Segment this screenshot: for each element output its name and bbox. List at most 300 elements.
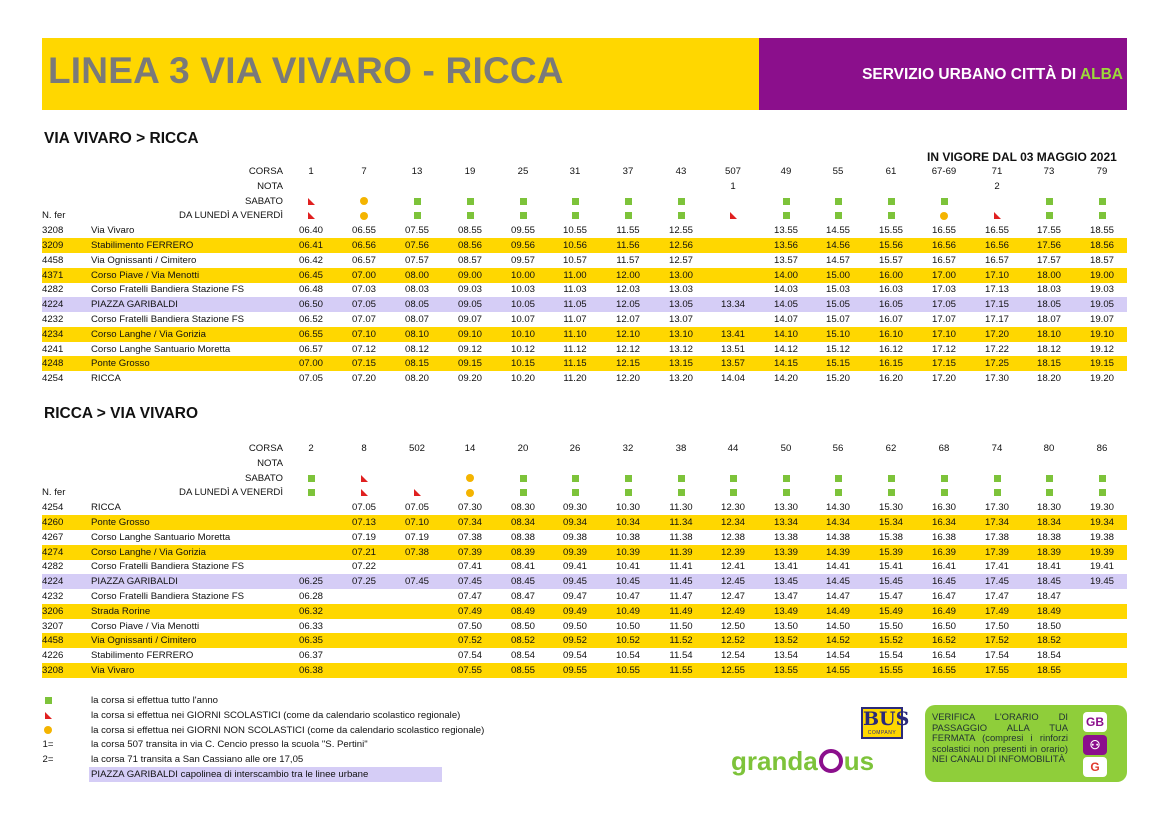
departure-time xyxy=(706,268,760,283)
departure-time xyxy=(706,223,760,238)
sabato-marker xyxy=(1075,194,1129,209)
departure-time: 18.55 xyxy=(1089,225,1114,237)
departure-time: 11.54 xyxy=(669,650,693,662)
departure-time xyxy=(390,663,444,678)
departure-time: 06.33 xyxy=(298,620,323,632)
stop-name: Via Ognissanti / Cimitero xyxy=(91,635,197,647)
departure-time: 14.15 xyxy=(773,358,798,370)
departure-time: 16.12 xyxy=(878,343,903,355)
departure-time: 17.54 xyxy=(984,650,1009,662)
departure-time: 10.50 xyxy=(615,620,640,632)
departure-time: 18.50 xyxy=(1036,620,1061,632)
stop-row xyxy=(42,371,1127,386)
nota-value xyxy=(1075,179,1129,194)
departure-time: 18.49 xyxy=(1036,605,1061,617)
sabato-marker xyxy=(337,471,391,486)
departure-time: 17.49 xyxy=(984,605,1009,617)
departure-time: 16.57 xyxy=(931,254,956,266)
granda-bus-logo xyxy=(731,746,874,777)
sabato-marker xyxy=(811,194,865,209)
departure-time: 10.45 xyxy=(615,576,640,588)
departure-time: 10.10 xyxy=(510,328,535,340)
departure-time: 13.41 xyxy=(720,328,745,340)
departure-time: 09.10 xyxy=(457,328,482,340)
stop-row xyxy=(42,604,1127,619)
departure-time: 16.38 xyxy=(931,531,956,543)
sabato-square-icon xyxy=(625,475,632,482)
feriale-square-icon xyxy=(1099,489,1106,496)
feriale-triangle-icon xyxy=(730,212,737,219)
validity-date: IN VIGORE DAL 03 MAGGIO 2021 xyxy=(927,150,1117,164)
departure-time: 17.03 xyxy=(931,284,956,296)
nota-value xyxy=(864,456,918,471)
departure-time: 12.49 xyxy=(720,605,745,617)
departure-time: 11.41 xyxy=(669,561,693,573)
stop-row xyxy=(42,282,1127,297)
departure-time: 07.52 xyxy=(457,635,482,647)
departure-time: 07.45 xyxy=(457,576,482,588)
legend-square-icon xyxy=(45,697,52,704)
departure-time: 14.05 xyxy=(773,299,798,311)
departure-time: 16.47 xyxy=(931,591,956,602)
legend-circle-icon xyxy=(44,726,52,734)
corsa-number: 79 xyxy=(1096,166,1108,177)
sabato-marker xyxy=(864,194,918,209)
granda-bus-app-icon[interactable]: GB xyxy=(1083,712,1107,732)
sabato-square-icon xyxy=(572,475,579,482)
feriale-square-icon xyxy=(730,489,737,496)
corsa-number: 2 xyxy=(308,443,314,454)
feriale-square-icon xyxy=(1099,212,1106,219)
departure-time: 16.10 xyxy=(878,328,903,340)
departure-time: 15.56 xyxy=(878,240,903,251)
corsa-number: 67-69 xyxy=(931,166,957,177)
departure-time xyxy=(390,648,444,663)
corsa-number: 71 xyxy=(991,166,1003,177)
departure-time: 15.49 xyxy=(878,605,903,617)
nota-value: 2 xyxy=(994,180,1000,192)
sabato-marker xyxy=(601,471,655,486)
departure-time: 12.55 xyxy=(668,225,693,237)
departure-time: 14.34 xyxy=(825,517,850,528)
sabato-square-icon xyxy=(835,198,842,205)
departure-time: 07.10 xyxy=(351,328,376,340)
departure-time: 10.34 xyxy=(615,517,640,528)
sabato-square-icon xyxy=(520,198,527,205)
feriale-marker xyxy=(1022,208,1076,223)
feriale-marker xyxy=(496,208,550,223)
stop-code: 4234 xyxy=(42,328,64,340)
departure-time: 06.35 xyxy=(298,635,323,647)
stop-code: 4458 xyxy=(42,635,64,647)
departure-time: 17.56 xyxy=(1036,240,1061,251)
departure-time: 17.50 xyxy=(984,620,1009,632)
departure-time xyxy=(706,253,760,268)
departure-time: 09.05 xyxy=(457,299,482,311)
departure-time: 13.34 xyxy=(773,517,798,528)
departure-time xyxy=(337,589,391,604)
departure-time: 19.34 xyxy=(1089,517,1114,528)
corsa-number: 20 xyxy=(517,443,529,454)
nota-value xyxy=(654,179,708,194)
sabato-square-icon xyxy=(783,198,790,205)
departure-time: 07.15 xyxy=(351,358,376,370)
feriale-square-icon xyxy=(994,489,1001,496)
departure-time: 07.21 xyxy=(351,546,376,558)
departure-time xyxy=(1075,633,1129,648)
departure-time: 15.03 xyxy=(825,284,850,296)
departure-time: 07.41 xyxy=(457,561,482,573)
nota-label: NOTA xyxy=(257,180,283,192)
departure-time: 13.54 xyxy=(773,650,798,662)
granda-logo-ring-icon xyxy=(819,749,843,773)
departure-time: 10.57 xyxy=(562,254,587,266)
corsa-row xyxy=(42,441,1127,456)
google-maps-app-icon[interactable]: G xyxy=(1083,757,1107,777)
legend-note-interchange: PIAZZA GARIBALDI capolinea di interscambio tra le linee urbane xyxy=(89,767,442,782)
departure-time: 14.00 xyxy=(773,269,798,281)
feriale-square-icon xyxy=(625,212,632,219)
sabato-row xyxy=(42,471,1127,486)
corsa-number: 73 xyxy=(1043,166,1055,177)
feriale-marker xyxy=(1022,485,1076,500)
stop-code: 4224 xyxy=(42,576,64,588)
nota-value xyxy=(443,456,497,471)
departure-time: 19.07 xyxy=(1089,314,1114,325)
departure-time: 12.34 xyxy=(720,517,745,528)
departure-time: 08.15 xyxy=(404,358,429,370)
stop-name: Corso Piave / Via Menotti xyxy=(91,269,200,281)
feriale-marker xyxy=(337,208,391,223)
departure-time: 14.07 xyxy=(773,314,798,325)
departure-time: 11.00 xyxy=(563,269,587,281)
sabato-marker xyxy=(1022,194,1076,209)
departure-time: 08.03 xyxy=(404,284,429,296)
stop-name: Corso Langhe / Via Gorizia xyxy=(91,328,207,340)
stop-code: 3209 xyxy=(42,240,64,251)
direction-1-title: VIA VIVARO > RICCA xyxy=(44,130,199,147)
feriale-marker xyxy=(1075,485,1129,500)
nota-value xyxy=(759,456,813,471)
departure-time: 14.47 xyxy=(825,591,850,602)
departure-time: 13.30 xyxy=(773,502,798,514)
feriale-marker xyxy=(917,208,971,223)
departure-time: 07.00 xyxy=(351,269,376,281)
sabato-marker xyxy=(759,471,813,486)
feriale-marker xyxy=(759,208,813,223)
feriale-row xyxy=(42,208,1127,223)
nota-label: NOTA xyxy=(257,457,283,469)
infomobility-text: VERIFICA L'ORARIO DI PASSAGGIO ALLA TUA FERMATA (compresi i rinforzi scolastici non presenti in orario) NEI CANALI DI INFOMOBILITÀ xyxy=(932,711,1068,765)
departure-time: 15.55 xyxy=(878,225,903,237)
departure-time: 17.30 xyxy=(984,502,1009,514)
sabato-marker xyxy=(284,471,338,486)
departure-time: 19.45 xyxy=(1089,576,1114,588)
departure-time: 07.07 xyxy=(351,314,376,325)
sabato-circle-icon xyxy=(466,474,474,482)
departure-time: 06.32 xyxy=(298,605,323,617)
feriale-marker xyxy=(970,485,1024,500)
sabato-marker xyxy=(601,194,655,209)
departure-time: 16.49 xyxy=(931,605,956,617)
corsa-number: 502 xyxy=(408,443,425,454)
stop-name: RICCA xyxy=(91,373,121,385)
stop-code: 4226 xyxy=(42,650,64,662)
page-title: LINEA 3 VIA VIVARO - RICCA xyxy=(48,50,564,91)
stop-code: 4282 xyxy=(42,284,64,296)
stop-name: Corso Langhe / Via Gorizia xyxy=(91,546,207,558)
departure-time: 08.00 xyxy=(404,269,429,281)
departure-time: 17.55 xyxy=(1036,225,1061,237)
feriale-square-icon xyxy=(783,489,790,496)
corsa-number: 86 xyxy=(1096,443,1108,454)
departure-time: 09.15 xyxy=(457,358,482,370)
corsa-number: 74 xyxy=(991,443,1003,454)
feriale-circle-icon xyxy=(360,212,368,220)
departure-time: 09.00 xyxy=(457,269,482,281)
sabato-triangle-icon xyxy=(308,198,315,205)
departure-time: 09.07 xyxy=(457,314,482,325)
nota-value xyxy=(337,456,391,471)
corsa-number: 1 xyxy=(308,166,314,177)
departure-time: 16.45 xyxy=(931,576,956,588)
departure-time: 08.34 xyxy=(510,517,535,528)
departure-time: 11.50 xyxy=(669,620,693,632)
nota-value xyxy=(443,179,497,194)
departure-time: 11.39 xyxy=(669,546,693,558)
feriale-square-icon xyxy=(414,212,421,219)
moovit-app-icon[interactable]: ⚇ xyxy=(1083,735,1107,755)
stop-code: 4254 xyxy=(42,373,64,385)
nota-value xyxy=(601,179,655,194)
sabato-marker xyxy=(654,194,708,209)
departure-time: 12.20 xyxy=(615,373,640,385)
sabato-row xyxy=(42,194,1127,209)
feriale-triangle-icon xyxy=(361,489,368,496)
departure-time: 07.57 xyxy=(404,254,429,266)
sabato-marker xyxy=(390,194,444,209)
departure-time: 08.52 xyxy=(510,635,535,647)
stop-row xyxy=(42,515,1127,530)
departure-time: 08.07 xyxy=(404,314,429,325)
departure-time: 16.55 xyxy=(931,665,956,676)
departure-time: 17.10 xyxy=(931,328,956,340)
service-subtitle-city: ALBA xyxy=(1079,66,1123,83)
departure-time: 06.57 xyxy=(298,343,323,355)
departure-time: 16.57 xyxy=(984,254,1009,266)
departure-time: 13.15 xyxy=(668,358,693,370)
sabato-marker xyxy=(706,194,760,209)
departure-time: 17.20 xyxy=(984,328,1009,340)
sabato-triangle-icon xyxy=(361,475,368,482)
stop-name: Strada Rorine xyxy=(91,605,151,617)
departure-time: 18.05 xyxy=(1036,299,1061,311)
sabato-marker xyxy=(759,194,813,209)
departure-time: 16.00 xyxy=(878,269,903,281)
feriale-marker xyxy=(864,485,918,500)
stop-row xyxy=(42,356,1127,371)
corsa-number: 25 xyxy=(517,166,529,177)
service-subtitle xyxy=(862,66,1123,84)
departure-time: 06.48 xyxy=(298,284,323,296)
sabato-marker xyxy=(548,471,602,486)
departure-time: 06.56 xyxy=(351,240,376,251)
sabato-square-icon xyxy=(941,475,948,482)
stop-code: 4458 xyxy=(42,254,64,266)
corsa-number: 50 xyxy=(780,443,792,454)
feriale-marker xyxy=(811,485,865,500)
departure-time: 15.39 xyxy=(878,546,903,558)
departure-time: 10.52 xyxy=(615,635,640,647)
departure-time: 19.30 xyxy=(1089,502,1114,514)
feriale-marker xyxy=(864,208,918,223)
nota-value xyxy=(548,179,602,194)
nota-row xyxy=(42,179,1127,194)
stop-code: 4282 xyxy=(42,561,64,573)
departure-time xyxy=(337,633,391,648)
feriale-marker xyxy=(390,208,444,223)
departure-time: 17.10 xyxy=(984,269,1009,281)
stop-row xyxy=(42,342,1127,357)
sabato-marker xyxy=(864,471,918,486)
legend-text: la corsa si effettua nei GIORNI NON SCOLASTICI (come da calendario scolastico regionale) xyxy=(91,724,485,736)
departure-time: 11.57 xyxy=(616,254,640,266)
departure-time: 07.05 xyxy=(351,502,376,514)
corsa-number: 56 xyxy=(832,443,844,454)
departure-time: 09.39 xyxy=(562,546,587,558)
sabato-label: SABATO xyxy=(244,472,283,484)
feriale-marker xyxy=(654,208,708,223)
departure-time: 07.50 xyxy=(457,620,482,632)
corsa-number: 43 xyxy=(675,166,687,177)
stop-code: 4267 xyxy=(42,531,64,543)
departure-time: 09.45 xyxy=(562,576,587,588)
granda-logo-prefix: granda xyxy=(731,746,818,776)
feriale-marker xyxy=(706,208,760,223)
stop-code: 3208 xyxy=(42,225,64,237)
departure-time: 07.05 xyxy=(298,373,323,385)
departure-time: 16.55 xyxy=(984,225,1009,237)
departure-time: 13.52 xyxy=(773,635,798,647)
departure-time: 07.49 xyxy=(457,605,482,617)
departure-time: 09.56 xyxy=(510,240,535,251)
departure-time: 18.38 xyxy=(1036,531,1061,543)
corsa-number: 49 xyxy=(780,166,792,177)
stop-name: Corso Fratelli Bandiera Stazione FS xyxy=(91,284,245,296)
departure-time: 08.57 xyxy=(457,254,482,266)
feriale-marker xyxy=(337,485,391,500)
departure-time: 09.54 xyxy=(562,650,587,662)
departure-time: 18.55 xyxy=(1036,665,1061,676)
sabato-square-icon xyxy=(678,198,685,205)
feriale-square-icon xyxy=(625,489,632,496)
departure-time: 08.41 xyxy=(510,561,535,573)
departure-time: 12.10 xyxy=(615,328,640,340)
departure-time: 08.50 xyxy=(510,620,535,632)
stop-row xyxy=(42,633,1127,648)
departure-time: 10.39 xyxy=(615,546,640,558)
corsa-number: 61 xyxy=(885,166,897,177)
departure-time xyxy=(284,515,338,530)
legend-text: la corsa 71 transita a San Cassiano alle ore 17,05 xyxy=(91,754,304,766)
sabato-marker xyxy=(443,471,497,486)
departure-time: 08.38 xyxy=(510,531,535,543)
stop-row xyxy=(42,589,1127,604)
departure-time: 18.41 xyxy=(1036,561,1061,573)
sabato-circle-icon xyxy=(360,197,368,205)
departure-time: 07.55 xyxy=(404,225,429,237)
stop-name: Ponte Grosso xyxy=(91,358,150,370)
nota-value xyxy=(390,179,444,194)
legend-text: la corsa 507 transita in via C. Cencio presso la scuola "S. Pertini" xyxy=(91,739,368,751)
departure-time: 13.49 xyxy=(773,605,798,617)
feriale-marker xyxy=(706,485,760,500)
departure-time: 15.45 xyxy=(878,576,903,588)
departure-time: 08.54 xyxy=(510,650,535,662)
corsa-label: CORSA xyxy=(248,166,283,177)
departure-time xyxy=(390,633,444,648)
departure-time: 07.05 xyxy=(404,502,429,514)
stop-name: PIAZZA GARIBALDI xyxy=(91,576,178,588)
sabato-marker xyxy=(917,194,971,209)
feriale-square-icon xyxy=(520,489,527,496)
departure-time xyxy=(337,648,391,663)
departure-time: 07.38 xyxy=(457,531,482,543)
departure-time: 18.56 xyxy=(1089,240,1114,251)
departure-time: 09.49 xyxy=(562,605,587,617)
corsa-number: 14 xyxy=(464,443,476,454)
departure-time: 13.41 xyxy=(773,561,798,573)
feriale-marker xyxy=(548,208,602,223)
departure-time: 07.00 xyxy=(298,358,323,370)
stop-code: 4248 xyxy=(42,358,64,370)
nota-value xyxy=(811,456,865,471)
departure-time: 06.52 xyxy=(298,314,323,325)
nota-value xyxy=(390,456,444,471)
departure-time: 09.38 xyxy=(562,531,587,543)
sabato-square-icon xyxy=(308,475,315,482)
stop-name: Corso Fratelli Bandiera Stazione FS xyxy=(91,561,245,573)
departure-time: 15.57 xyxy=(878,254,903,266)
feriale-square-icon xyxy=(941,489,948,496)
departure-time: 10.38 xyxy=(615,531,640,543)
corsa-number: 44 xyxy=(727,443,739,454)
stop-code: 4224 xyxy=(42,299,64,311)
departure-time: 19.38 xyxy=(1089,531,1114,543)
departure-time: 16.07 xyxy=(878,314,903,325)
departure-time: 13.12 xyxy=(668,343,693,355)
departure-time: 15.15 xyxy=(825,358,850,370)
departure-time: 09.55 xyxy=(562,665,587,676)
nota-value xyxy=(811,179,865,194)
departure-time: 11.49 xyxy=(669,605,693,617)
sabato-square-icon xyxy=(1046,198,1053,205)
departure-time: 12.47 xyxy=(720,591,745,602)
departure-time: 18.39 xyxy=(1036,546,1061,558)
feriale-square-icon xyxy=(572,212,579,219)
sabato-square-icon xyxy=(1099,198,1106,205)
legend-key: 2= xyxy=(42,754,54,766)
stop-code: 4274 xyxy=(42,546,64,558)
sabato-square-icon xyxy=(678,475,685,482)
departure-time: 15.00 xyxy=(825,269,850,281)
departure-time: 16.56 xyxy=(931,240,956,251)
departure-time: 11.07 xyxy=(563,314,587,325)
departure-time: 09.52 xyxy=(562,635,587,647)
stop-name: Stabilimento FERRERO xyxy=(91,650,194,662)
sabato-square-icon xyxy=(1046,475,1053,482)
departure-time: 10.49 xyxy=(615,605,640,617)
